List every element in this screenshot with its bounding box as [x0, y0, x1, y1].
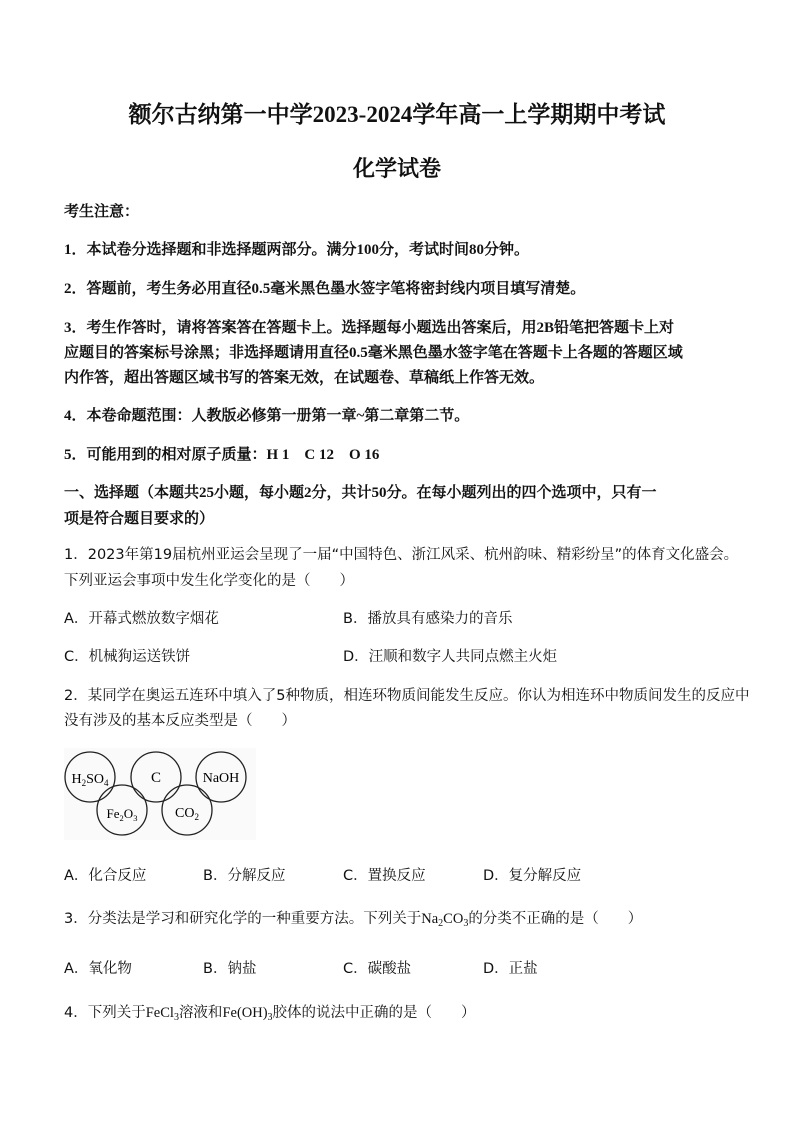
- olympic-rings-diagram: [64, 748, 256, 840]
- notice-2: 2．答题前，考生务必用直径0.5毫米黑色墨水签字笔将密封线内项目填写清楚。: [64, 281, 586, 297]
- q3-formula: $Na_2CO_3$: [421, 911, 469, 929]
- section-heading-line1: 一、选择题（本题共25小题，每小题2分，共计50分。在每小题列出的四个选项中，只有一: [64, 485, 657, 501]
- notice-5: 5．可能用到的相对原子质量：H 1 C 12 O 16: [64, 447, 380, 463]
- q4-formula-feoh3: $Fe(OH)_3$: [222, 1005, 273, 1023]
- q2-option-c[interactable]: C．置换反应: [343, 868, 426, 884]
- q1-stem-line2: 下列亚运会事项中发生化学变化的是（ ）: [64, 573, 354, 589]
- ring-naoh-label: NaOH: [202, 771, 240, 786]
- exam-title: 额尔古纳第一中学2023-2024学年高一上学期期中考试: [128, 102, 666, 127]
- notice-3-line1: 3．考生作答时，请将答案答在答题卡上。选择题每小题选出答案后，用2B铅笔把答题卡上对: [64, 320, 675, 336]
- q1-option-d[interactable]: D．汪顺和数字人共同点燃主火炬: [343, 649, 558, 665]
- q3-stem-text-b: 的分类不正确的是（ ）: [468, 911, 643, 927]
- q3-stem-text-a: 3．分类法是学习和研究化学的一种重要方法。下列关于: [64, 911, 422, 927]
- q2-stem-line1: 2．某同学在奥运五连环中填入了5种物质，相连环物质间能发生反应。你认为相连环中物质间发生的反应中: [64, 688, 750, 704]
- q1-option-c[interactable]: C．机械狗运送铁饼: [64, 649, 191, 665]
- ring-c-label: C: [150, 770, 162, 786]
- notice-3-line3: 内作答，超出答题区域书写的答案无效，在试题卷、草稿纸上作答无效。: [64, 370, 545, 386]
- q3-option-a[interactable]: A．氧化物: [64, 961, 132, 977]
- notice-4: 4．本卷命题范围：人教版必修第一册第一章~第二章第二节。: [64, 408, 470, 424]
- q4-formula-fecl3: FeCl$_3$: [145, 1005, 179, 1023]
- ring-fe2o3-label: $Fe_2O_3$: [106, 806, 138, 823]
- q1-stem-line1: 1．2023年第19届杭州亚运会呈现了一届“中国特色、浙江风采、杭州韵味、精彩纷呈”的体育文化盛会。: [64, 547, 739, 563]
- q4-stem: [64, 1001, 476, 1023]
- q3-stem: [64, 907, 642, 929]
- q3-option-c[interactable]: C．碳酸盐: [343, 961, 412, 977]
- notice-heading: 考生注意：: [64, 204, 140, 220]
- ring-h2so4-label: $H_2SO_4$: [71, 772, 109, 788]
- exam-subtitle: 化学试卷: [352, 156, 441, 181]
- q1-option-b[interactable]: B．播放具有感染力的音乐: [343, 611, 513, 627]
- q3-option-d[interactable]: D．正盐: [483, 961, 538, 977]
- q2-option-a[interactable]: A．化合反应: [64, 868, 147, 884]
- q4-stem-text-a: 4．下列关于: [64, 1005, 146, 1021]
- q2-option-d[interactable]: D．复分解反应: [483, 868, 582, 884]
- ring-co2-label: $CO_2$: [175, 806, 199, 822]
- q4-stem-text-b: 溶液和: [178, 1005, 223, 1021]
- q2-stem-line2: 没有涉及的基本反应类型是（ ）: [64, 713, 296, 729]
- notice-1: 1．本试卷分选择题和非选择题两部分。满分100分，考试时间80分钟。: [64, 242, 530, 258]
- q2-option-b[interactable]: B．分解反应: [203, 868, 286, 884]
- q3-option-b[interactable]: B．钠盐: [203, 961, 257, 977]
- notice-3-line2: 应题目的答案标号涂黑；非选择题请用直径0.5毫米黑色墨水签字笔在答题卡上各题的答题区域: [64, 345, 683, 361]
- section-heading-line2: 项是符合题目要求的）: [64, 511, 215, 527]
- q4-stem-text-c: 胶体的说法中正确的是（ ）: [272, 1005, 476, 1021]
- q1-option-a[interactable]: A．开幕式燃放数字烟花: [64, 611, 219, 627]
